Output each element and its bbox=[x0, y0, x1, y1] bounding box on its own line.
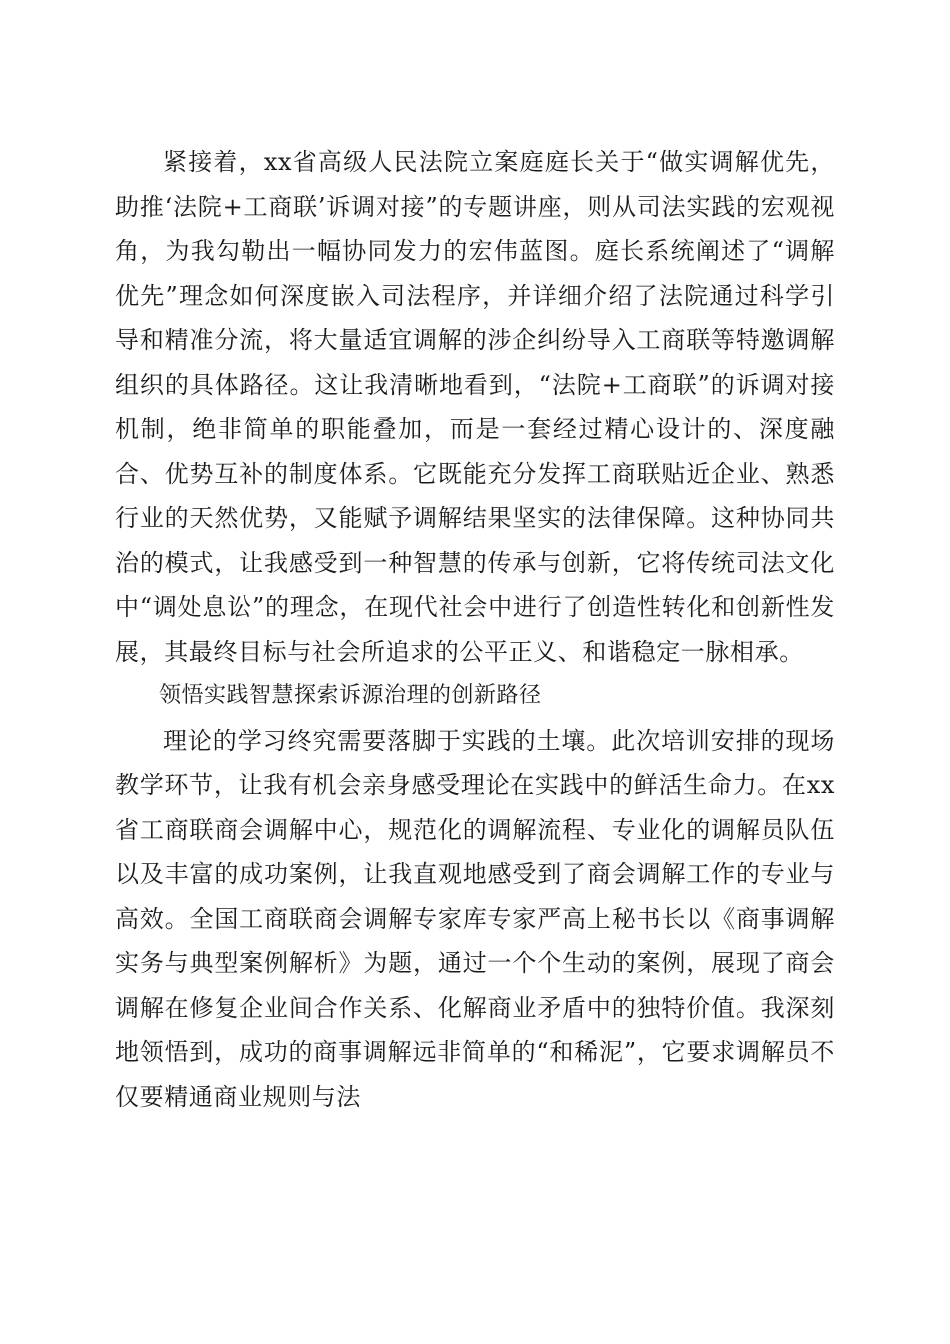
paragraph-court-lecture: 紧接着，xx省高级人民法院立案庭庭长关于“做实调解优先，助推‘法院+工商联’诉调对接”的专题讲座，则从司法实践的宏观视角，为我勾勒出一幅协同发力的宏伟蓝图。庭长系统阐述了“调解优先”理念如何深度嵌入司法程序，并详细介绍了法院通过科学引导和精准分流，将大量适宜调解的涉企纠纷导入工商联等特邀调解组织的具体路径。这让我清晰地看到，“法院+工商联”的诉调对接机制，绝非简单的职能叠加，而是一套经过精心设计的、深度融合、优势互补的制度体系。它既能充分发挥工商联贴近企业、熟悉行业的天然优势，又能赋予调解结果坚实的法律保障。这种协同共治的模式，让我感受到一种智慧的传承与创新，它将传统司法文化中“调处息讼”的理念，在现代社会中进行了创造性转化和创新性发展，其最终目标与社会所追求的公平正义、和谐稳定一脉相承。 bbox=[115, 148, 835, 666]
paragraph-field-practice: 理论的学习终究需要落脚于实践的土壤。此次培训安排的现场教学环节，让我有机会亲身感受理论在实践中的鲜活生命力。在xx省工商联商会调解中心，规范化的调解流程、专业化的调解员队伍以及丰富的成功案例，让我直观地感受到了商会调解工作的专业与高效。全国工商联商会调解专家库专家严高上秘书长以《商事调解实务与典型案例解析》为题，通过一个个生动的案例，展现了商会调解在修复企业间合作关系、化解商业矛盾中的独特价值。我深刻地领悟到，成功的商事调解远非简单的“和稀泥”，它要求调解员不仅要精通商业规则与法 bbox=[115, 726, 835, 1111]
document-body bbox=[115, 140, 835, 1119]
section-heading: 领悟实践智慧探索诉源治理的创新路径 bbox=[159, 683, 542, 708]
